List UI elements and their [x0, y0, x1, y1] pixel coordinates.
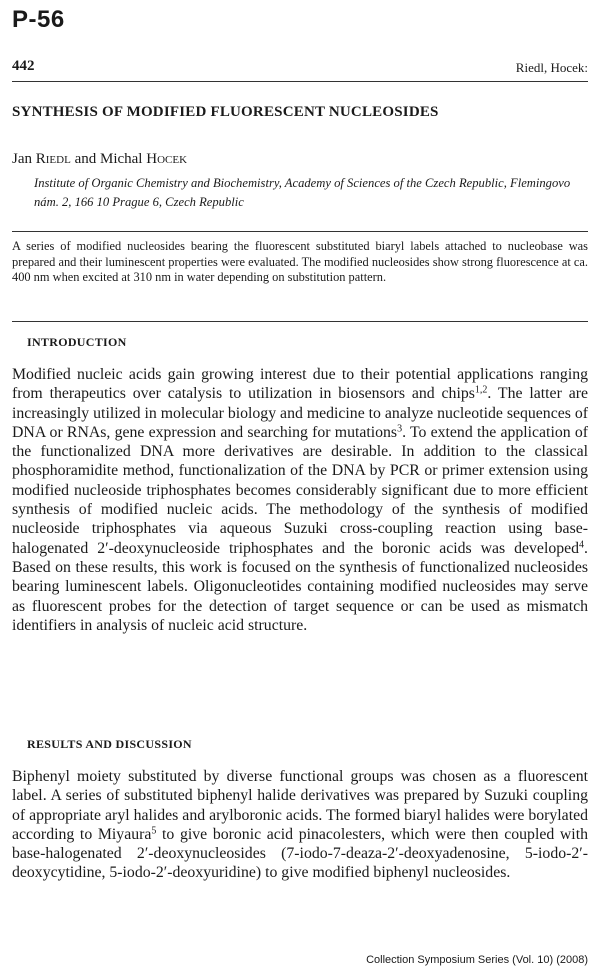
- author-line: [12, 151, 187, 168]
- citation-superscript: 1,2: [474, 384, 488, 396]
- abstract-rule-bottom: [12, 321, 588, 322]
- abstract-rule-top: [12, 231, 588, 232]
- results-body: [12, 767, 588, 883]
- author-2-surname: Hocek: [146, 151, 188, 167]
- paragraph-text: Biphenyl moiety substituted by diverse functional groups was chosen as a fluorescent label. A series of substituted biphenyl halide derivatives was prepared by Suzuki coupling of appropriate aryl halides and arylboronic acids. The formed biaryl halides were borylated according to Miyaura: [12, 768, 588, 843]
- footer-series: Collection Symposium Series (Vol. 10) (2008): [366, 954, 588, 966]
- running-head: Riedl, Hocek:: [515, 60, 588, 75]
- paragraph-text: . Based on these results, this work is focused on the synthesis of functionalized nucleosides bearing luminescent labels. Oligonucleotides containing modified nucleosides may serve as fluorescent probes for the detection of target sequence or can be used as mismatch identifiers in analysis of nucleic acid structure.: [12, 539, 588, 634]
- poster-id: P-56: [12, 6, 65, 33]
- citation-superscript: 3: [397, 423, 403, 435]
- paragraph-text: to give boronic acid pinacolesters, which were then coupled with base-halogenated 2′-deoxynucleosides (7-iodo-7-deaza-2′-deoxyadenosine, 5-iodo-2′-deoxycytidine, 5-iodo-2′-deoxyuridine) to give modified biphenyl nucleosides.: [12, 825, 588, 882]
- paragraph-text: . The latter are increasingly utilized in molecular biology and medicine to analyze nucleotide sequences of DNA or RNAs, gene expression and searching for mutations: [12, 385, 588, 441]
- introduction-body: [12, 365, 588, 635]
- abstract: A series of modified nucleosides bearing the fluorescent substituted biaryl labels attached to nucleobase was prepared and their luminescent properties were evaluated. The modified nucleosides show strong fluorescence at ca. 400 nm when excited at 310 nm in water depending on substitution pattern.: [12, 239, 588, 285]
- citation-superscript: 5: [151, 825, 157, 837]
- page-number: 442: [12, 58, 35, 74]
- author-1-given: Jan: [12, 151, 32, 167]
- header-rule: [12, 81, 588, 82]
- results-heading: RESULTS AND DISCUSSION: [27, 737, 192, 751]
- paragraph-text: Modified nucleic acids gain growing interest due to their potential applications ranging from therapeutics over catalysis to utilization in biosensors and chips: [12, 366, 588, 403]
- paragraph-text: . To extend the application of the functionalized DNA more derivatives are desirable. In addition to the classical phosphoramidite method, functionalization of the DNA by PCR or primer extension using modified nucleoside triphosphates becomes considerably significant due to more efficient synthesis of modified nucleic acids. The methodology of the synthesis of modified nucleoside triphosphates via aqueous Suzuki cross-coupling reaction using base-halogenated 2′-deoxynucleoside triphosphates and the boronic acids was developed: [12, 423, 589, 557]
- introduction-heading: INTRODUCTION: [27, 335, 127, 349]
- citation-superscript: 4: [579, 539, 585, 551]
- author-1-surname: Riedl: [35, 151, 71, 167]
- article-title: SYNTHESIS OF MODIFIED FLUORESCENT NUCLEOSIDES: [12, 104, 439, 120]
- author-2-given: Michal: [99, 151, 143, 167]
- author-conjunction: and: [74, 151, 97, 167]
- affiliation: Institute of Organic Chemistry and Biochemistry, Academy of Sciences of the Czech Republic, Flemingovo nám. 2, 166 10 Prague 6, Czech Republic: [34, 176, 571, 209]
